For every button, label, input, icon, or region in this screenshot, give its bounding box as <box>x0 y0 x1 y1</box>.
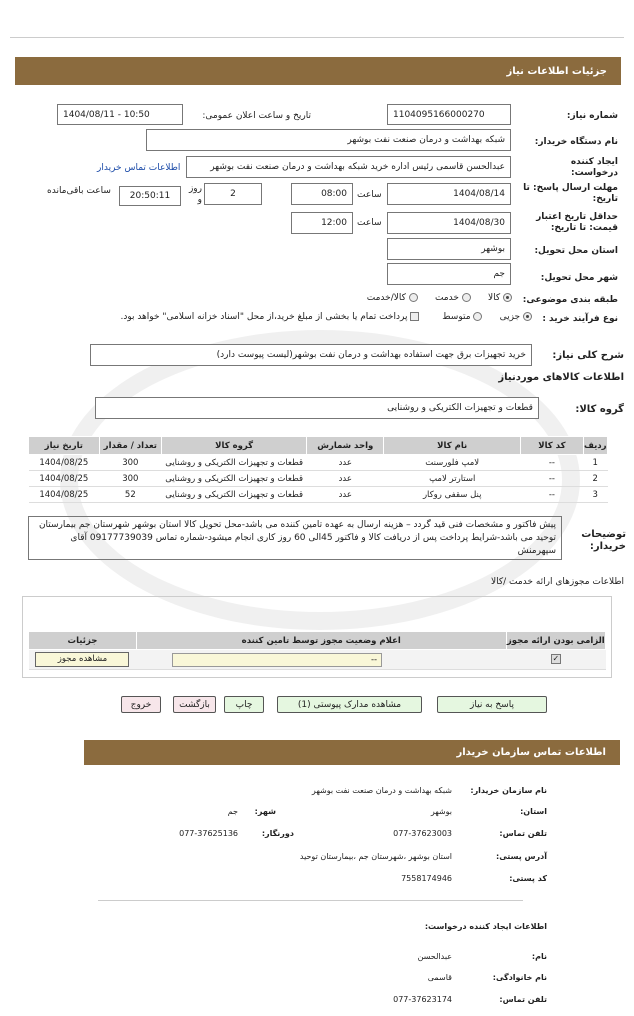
permit-status-field[interactable]: -- <box>172 653 382 667</box>
contact-address-label: آدرس پستی: <box>496 852 547 861</box>
contact-org-label: نام سازمان خریدار: <box>470 786 547 795</box>
back-button[interactable]: بازگشت <box>173 696 216 713</box>
creator-family-label: نام خانوادگی: <box>492 973 547 982</box>
contact-postal-value: 7558174946 <box>401 874 452 883</box>
col-group: گروه کالا <box>161 437 306 455</box>
days-field: 2 <box>204 183 262 205</box>
col-status: اعلام وضعیت مجوز توسط تامین کننده <box>136 632 506 650</box>
view-attachments-button[interactable]: مشاهده مدارک پیوستی (1) <box>277 696 422 713</box>
goods-group-field: قطعات و تجهیزات الکتریکی و روشنایی <box>95 397 539 419</box>
col-qty: تعداد / مقدار <box>99 437 161 455</box>
province-field: بوشهر <box>387 238 511 260</box>
process-label: نوع فرآیند خرید : <box>542 314 618 324</box>
contact-postal-label: کد پستی: <box>509 874 547 883</box>
city-field: جم <box>387 263 511 285</box>
radio-medium[interactable] <box>473 312 482 321</box>
summary-label: شرح کلی نیاز: <box>552 350 624 361</box>
permits-title: اطلاعات مجوزهای ارائه خدمت /کالا <box>490 577 624 587</box>
category-label: طبقه بندی موضوعی: <box>522 295 618 305</box>
contact-phone-value: 077-37623003 <box>393 829 452 838</box>
view-permit-button[interactable]: مشاهده مجوز <box>35 652 129 667</box>
print-button[interactable]: چاپ <box>224 696 264 713</box>
contact-header <box>84 740 620 765</box>
buyer-notes-label: توضیحات خریدار: <box>581 529 626 552</box>
treasury-checkbox[interactable] <box>410 312 419 321</box>
deadline-label: مهلت ارسال پاسخ: تا تاریخ: <box>523 183 618 204</box>
col-idx: ردیف <box>583 437 607 455</box>
table-row: 3 -- پنل سقفی روکار عدد قطعات و تجهیزات الکتریکی و روشنایی 52 1404/08/25 <box>29 487 608 503</box>
creator-phone-value: 077-37623174 <box>393 995 452 1004</box>
contact-province-label: استان: <box>520 807 547 816</box>
min-valid-time-label: ساعت <box>357 218 382 228</box>
city-label: شهر محل تحویل: <box>540 273 618 283</box>
contact-city-value: جم <box>227 807 238 816</box>
permits-table <box>28 631 606 670</box>
col-required: الزامی بودن ارائه مجوز <box>506 632 605 650</box>
goods-table <box>28 436 608 503</box>
remaining-field: 20:50:11 <box>119 186 181 206</box>
announce-label: تاریخ و ساعت اعلان عمومی: <box>202 111 311 121</box>
goods-group-label: گروه کالا: <box>575 404 624 415</box>
top-divider <box>10 37 624 38</box>
announce-field: 1404/08/11 - 10:50 <box>57 104 183 125</box>
summary-field: خرید تجهیزات برق جهت استفاده بهداشت و درمان نفت بوشهر(لیست پیوست دارد) <box>90 344 532 366</box>
contact-address-value: استان بوشهر ،شهرستان جم ،بیمارستان توحید <box>299 852 452 861</box>
min-valid-label: حداقل تاریخ اعتبار قیمت: تا تاریخ: <box>536 212 618 233</box>
table-row: 1 -- لامپ فلورسنت عدد قطعات و تجهیزات الکتریکی و روشنایی 300 1404/08/25 <box>29 455 608 471</box>
col-unit: واحد شمارش <box>307 437 384 455</box>
reply-button[interactable]: پاسخ به نیاز <box>437 696 547 713</box>
buyer-org-label: نام دستگاه خریدار: <box>534 137 618 147</box>
permit-required-checkbox: ✓ <box>552 654 560 664</box>
col-code: کد کالا <box>521 437 583 455</box>
need-number-field: 1104095166000270 <box>387 104 511 125</box>
min-valid-time-field: 12:00 <box>291 212 353 234</box>
col-date: تاریخ نیاز <box>29 437 100 455</box>
radio-goods[interactable] <box>503 293 512 302</box>
creator-info-title: اطلاعات ایجاد کننده درخواست: <box>424 922 547 931</box>
deadline-date-field: 1404/08/14 <box>387 183 511 205</box>
contact-fax-value: 077-37625136 <box>179 829 238 838</box>
buyer-notes-field: پیش فاکتور و مشخصات فنی قید گردد – هزینه ارسال به عهده تامین کننده می باشد-محل تحویل کالا استان بوشهر شهرستان جم بیمارستان توحید می باشد-شرایط پرداخت پس از دریافت کالا و فاکتور 45الی 60 روز کاری انجام میشود-شماره تماس 09177739039 آقای سپهرمنش <box>28 516 562 560</box>
need-number-label: شماره نیاز: <box>566 111 618 121</box>
contact-org-value: شبکه بهداشت و درمان صنعت نفت بوشهر <box>311 786 452 795</box>
buyer-org-field: شبکه بهداشت و درمان صنعت نفت بوشهر <box>146 129 511 151</box>
table-row <box>29 650 606 670</box>
contact-phone-label: تلفن تماس: <box>499 829 547 838</box>
page-title: جزئیات اطلاعات نیاز <box>506 65 607 77</box>
contact-city-label: شهر: <box>254 807 276 816</box>
table-row: 2 -- استارتر لامپ عدد قطعات و تجهیزات الکتریکی و روشنایی 300 1404/08/25 <box>29 471 608 487</box>
contact-title: اطلاعات تماس سازمان خریدار <box>456 747 606 758</box>
goods-section-title: اطلاعات کالاهای موردنیاز <box>498 372 624 383</box>
creator-family-value: قاسمی <box>427 973 452 982</box>
page-header <box>15 57 621 85</box>
days-label: روز و <box>188 184 202 205</box>
col-details: جزئیات <box>29 632 137 650</box>
creator-field: عبدالحسن قاسمی رئیس اداره خرید شبکه بهداشت و درمان صنعت نفت بوشهر <box>186 156 511 178</box>
creator-name-label: نام: <box>531 952 547 961</box>
creator-label: ایجاد کننده درخواست: <box>570 157 618 178</box>
radio-goods-service[interactable] <box>409 293 418 302</box>
min-valid-date-field: 1404/08/30 <box>387 212 511 234</box>
exit-button[interactable]: خروج <box>121 696 161 713</box>
contact-province-value: بوشهر <box>430 807 452 816</box>
creator-name-value: عبدالحسن <box>417 952 452 961</box>
contact-fax-label: دورنگار: <box>261 829 294 838</box>
process-radio-group: جزیی متوسط پرداخت تمام یا بخشی از مبلغ خرید،از محل "اسناد خزانه اسلامی" خواهد بود. <box>120 312 532 322</box>
remaining-label: ساعت باقی‌مانده <box>47 186 111 196</box>
deadline-time-field: 08:00 <box>291 183 353 205</box>
col-name: نام کالا <box>384 437 521 455</box>
creator-phone-label: تلفن تماس: <box>499 995 547 1004</box>
contact-buyer-link[interactable]: اطلاعات تماس خریدار <box>97 163 181 173</box>
deadline-time-label: ساعت <box>357 190 382 200</box>
province-label: استان محل تحویل: <box>534 246 618 256</box>
category-radio-group: کالا خدمت کالا/خدمت <box>367 293 512 303</box>
contact-divider <box>98 900 523 901</box>
goods-table-header <box>29 437 608 455</box>
radio-service[interactable] <box>462 293 471 302</box>
radio-minor[interactable] <box>523 312 532 321</box>
